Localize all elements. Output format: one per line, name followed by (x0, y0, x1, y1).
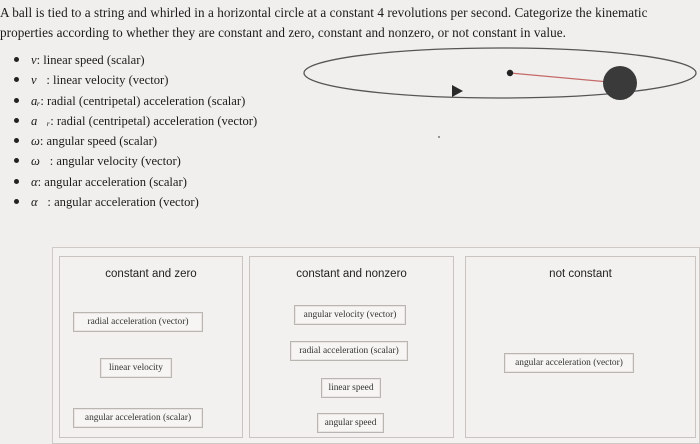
dropzone-title: constant and nonzero (296, 268, 407, 280)
answer-chip[interactable]: linear velocity (100, 358, 172, 378)
circular-motion-diagram (300, 40, 700, 170)
categorization-panel (52, 247, 700, 444)
velocity-arrow-icon (452, 85, 463, 97)
answer-chip[interactable]: angular acceleration (vector) (504, 353, 634, 373)
speck-mark (438, 136, 440, 138)
property-item (14, 70, 257, 90)
property-item (14, 111, 257, 131)
question-line-1: A ball is tied to a string and whirled in a horizontal circle at a constant 4 revolutions per second. Categorize the kinematic (0, 5, 648, 20)
property-item (14, 50, 257, 70)
answer-chip[interactable]: radial acceleration (vector) (73, 312, 203, 332)
answer-chip[interactable]: radial acceleration (scalar) (290, 341, 408, 361)
property-label: : angular velocity (vector) (49, 154, 181, 169)
ball (603, 66, 637, 100)
dropzone-title: constant and zero (105, 268, 197, 280)
property-item (14, 151, 257, 171)
property-label: : radial (centripetal) acceleration (scalar) (40, 93, 246, 108)
property-symbol: ω (31, 134, 40, 149)
pivot-point (507, 70, 513, 76)
orbit-path (304, 48, 696, 98)
property-symbol: ω⃗ (31, 154, 50, 169)
property-item (14, 172, 257, 192)
dropzone-constant-zero[interactable] (59, 256, 243, 438)
property-label: : angular acceleration (scalar) (37, 174, 187, 189)
property-symbol: v⃗ (31, 73, 47, 88)
property-item (14, 192, 257, 212)
property-symbol: v (31, 53, 37, 67)
property-label: : linear speed (scalar) (36, 53, 145, 67)
property-symbol: α (31, 174, 38, 189)
dropzone-not-constant[interactable] (465, 256, 696, 438)
property-label: : angular speed (scalar) (39, 134, 158, 149)
property-label: : angular acceleration (vector) (47, 195, 199, 210)
property-item (14, 91, 257, 111)
property-symbol: a⃗ᵣ (31, 113, 51, 128)
answer-chip[interactable]: angular velocity (vector) (294, 305, 406, 325)
property-symbol: aᵣ (31, 93, 41, 108)
property-label: : radial (centripetal) acceleration (vector) (50, 113, 258, 128)
answer-chip[interactable]: linear speed (321, 378, 381, 398)
property-label: : linear velocity (vector) (46, 73, 169, 88)
answer-chip[interactable]: angular acceleration (scalar) (73, 408, 203, 428)
property-symbol: α⃗ (31, 195, 48, 210)
dropzone-title: not constant (549, 268, 612, 280)
property-item (14, 131, 257, 151)
question-line-2: properties according to whether they are constant and zero, constant and nonzero, or not constant in value. (0, 25, 566, 40)
dropzone-constant-nonzero[interactable] (249, 256, 454, 438)
question-text (0, 3, 700, 43)
property-list (14, 50, 257, 212)
answer-chip[interactable]: angular speed (317, 413, 384, 433)
